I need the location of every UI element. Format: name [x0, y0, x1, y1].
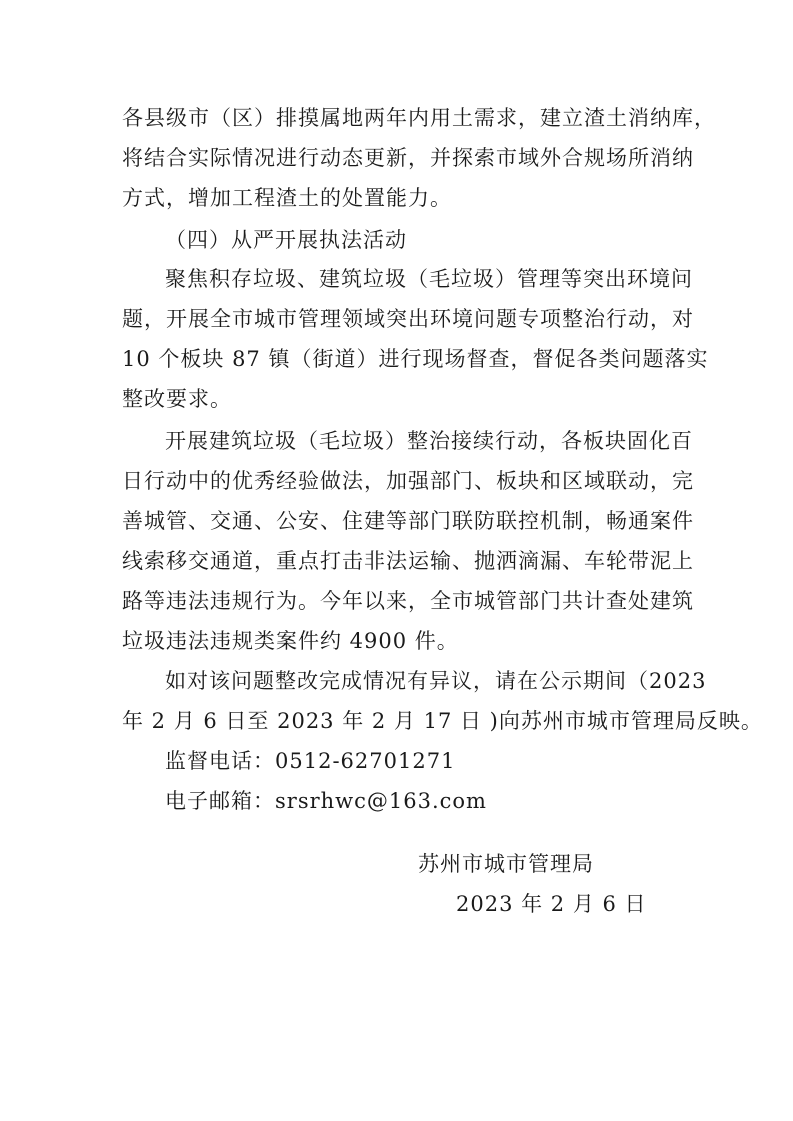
- supervision-phone: 监督电话：0512-62701271: [165, 749, 456, 773]
- paragraph-3-line-6: 垃圾违法违规类案件约 4900 件。: [122, 629, 459, 653]
- paragraph-1-line-2: 将结合实际情况进行动态更新，并探索市域外合规场所消纳: [122, 146, 694, 170]
- signature-organization: 苏州市城市管理局: [418, 852, 594, 876]
- paragraph-4-line-1: 如对该问题整改完成情况有异议，请在公示期间（2023: [165, 669, 707, 693]
- paragraph-3-line-1: 开展建筑垃圾（毛垃圾）整治接续行动，各板块固化百: [165, 429, 693, 453]
- contact-email: 电子邮箱：srsrhwc@163.com: [165, 789, 487, 813]
- paragraph-4-line-2: 年 2 月 6 日至 2023 年 2 月 17 日 )向苏州市城市管理局反映。: [122, 709, 763, 733]
- paragraph-3-line-5: 路等违法违规行为。今年以来，全市城管部门共计查处建筑: [122, 589, 694, 613]
- paragraph-2-line-2: 题，开展全市城市管理领域突出环境问题专项整治行动，对: [122, 307, 694, 331]
- signature-date: 2023 年 2 月 6 日: [456, 892, 647, 916]
- paragraph-3-line-4: 线索移交通道，重点打击非法运输、抛洒滴漏、车轮带泥上: [122, 549, 694, 573]
- paragraph-1-line-1: 各县级市（区）排摸属地两年内用土需求，建立渣土消纳库，: [122, 106, 716, 130]
- paragraph-3-line-2: 日行动中的优秀经验做法，加强部门、板块和区域联动，完: [122, 469, 694, 493]
- section-heading-4: （四）从严开展执法活动: [165, 228, 407, 252]
- paragraph-2-line-4: 整改要求。: [122, 387, 232, 411]
- paragraph-3-line-3: 善城管、交通、公安、住建等部门联防联控机制，畅通案件: [122, 509, 694, 533]
- paragraph-1-line-3: 方式，增加工程渣土的处置能力。: [122, 186, 452, 210]
- paragraph-2-line-1: 聚焦积存垃圾、建筑垃圾（毛垃圾）管理等突出环境问: [165, 267, 693, 291]
- paragraph-2-line-3: 10 个板块 87 镇（街道）进行现场督查，督促各类问题落实: [122, 347, 709, 371]
